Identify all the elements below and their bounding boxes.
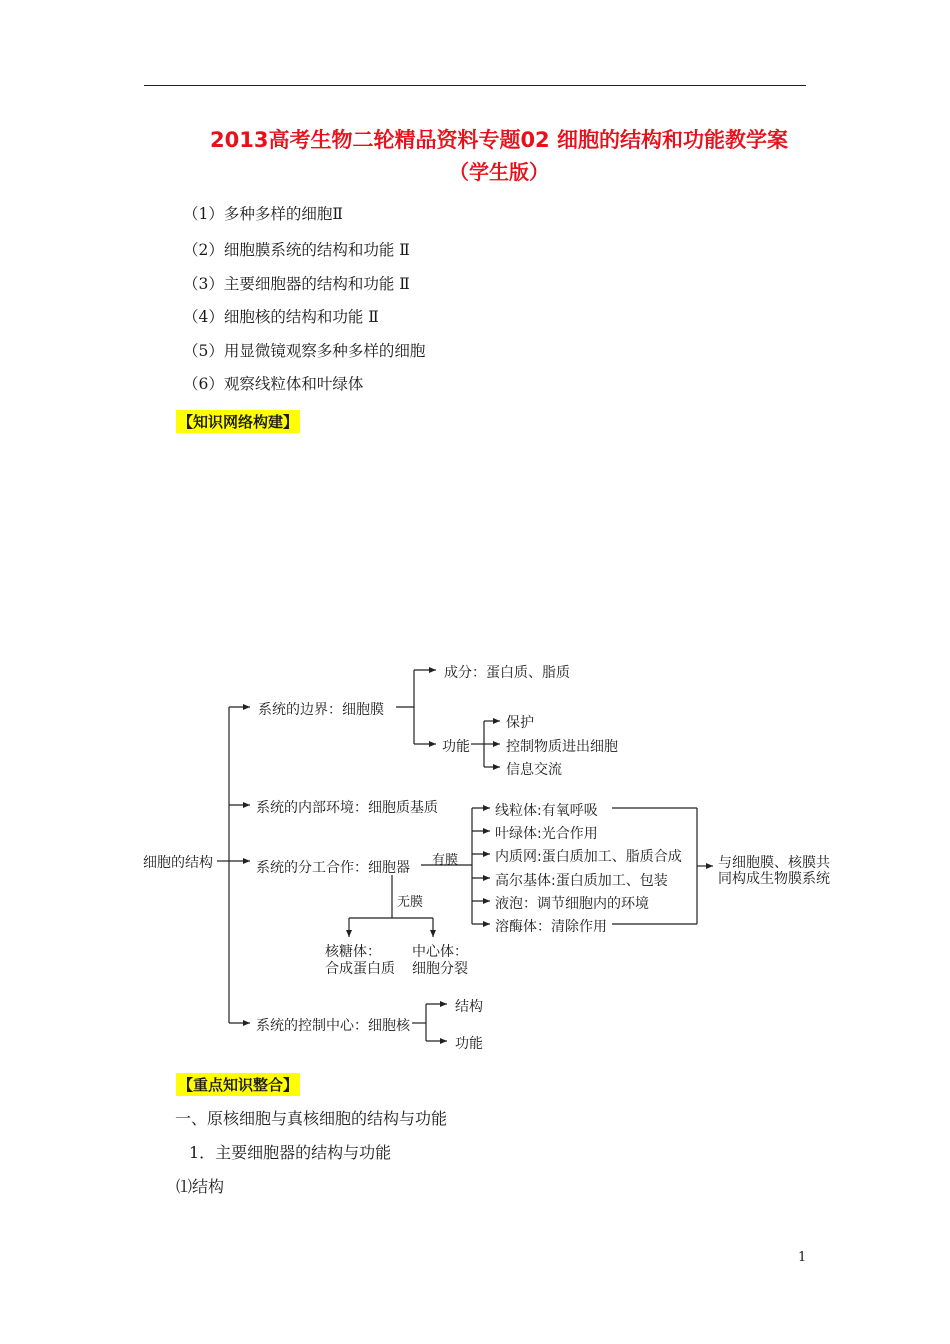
diagram-organelle: 线粒体:有氧呼吸 [495,803,598,819]
sub-subheading: ⑴结构 [176,1177,225,1196]
diagram-nucleus-function: 功能 [455,1036,483,1052]
diagram-centrosome: 细胞分裂 [412,961,468,977]
document-title: 2013高考生物二轮精品资料专题02 细胞的结构和功能教学案 [210,128,788,152]
diagram-function-item: 信息交流 [506,762,562,778]
objective-item: （2）细胞膜系统的结构和功能 Ⅱ [183,241,410,259]
diagram-centrosome: 中心体： [412,944,468,960]
diagram-biomembrane: 同构成生物膜系统 [718,871,830,887]
subheading: 1．主要细胞器的结构与功能 [189,1143,392,1162]
diagram-environment: 系统的内部环境：细胞质基质 [256,800,438,816]
diagram-organelle: 内质网:蛋白质加工、脂质合成 [495,849,682,865]
diagram-composition: 成分：蛋白质、脂质 [444,665,570,681]
section-heading-key: 【重点知识整合】 [176,1073,300,1096]
diagram-nucleus-structure: 结构 [455,999,483,1015]
diagram-organelle: 叶绿体:光合作用 [495,826,598,842]
section-heading-network: 【知识网络构建】 [176,410,300,433]
page-number: 1 [798,1250,807,1265]
diagram-root: 细胞的结构 [143,855,213,871]
document-subtitle: （学生版） [449,160,549,184]
diagram-no-membrane-label: 无膜 [397,895,424,910]
objective-item: （4）细胞核的结构和功能 Ⅱ [183,308,379,326]
diagram-membrane-label: 有膜 [432,853,459,868]
objective-item: （6）观察线粒体和叶绿体 [183,375,364,393]
diagram-organelle: 液泡：调节细胞内的环境 [495,896,649,912]
objective-item: （5）用显微镜观察多种多样的细胞 [183,342,426,360]
diagram-ribosome: 合成蛋白质 [325,961,395,977]
objective-item: （3）主要细胞器的结构和功能 Ⅱ [183,275,410,293]
diagram-control: 系统的控制中心：细胞核 [256,1018,410,1034]
diagram-function-item: 控制物质进出细胞 [506,739,618,755]
diagram-function: 功能 [442,739,470,755]
part-heading: 一、原核细胞与真核细胞的结构与功能 [175,1109,448,1128]
diagram-function-item: 保护 [506,715,534,731]
diagram-organelle: 高尔基体:蛋白质加工、包装 [495,873,668,889]
diagram-division: 系统的分工合作：细胞器 [256,860,410,876]
diagram-biomembrane: 与细胞膜、核膜共 [718,855,830,871]
diagram-boundary: 系统的边界：细胞膜 [258,702,384,718]
diagram-ribosome: 核糖体： [325,944,381,960]
diagram-organelle: 溶酶体：清除作用 [495,919,607,935]
objective-item: （1）多种多样的细胞Ⅱ [183,205,343,223]
